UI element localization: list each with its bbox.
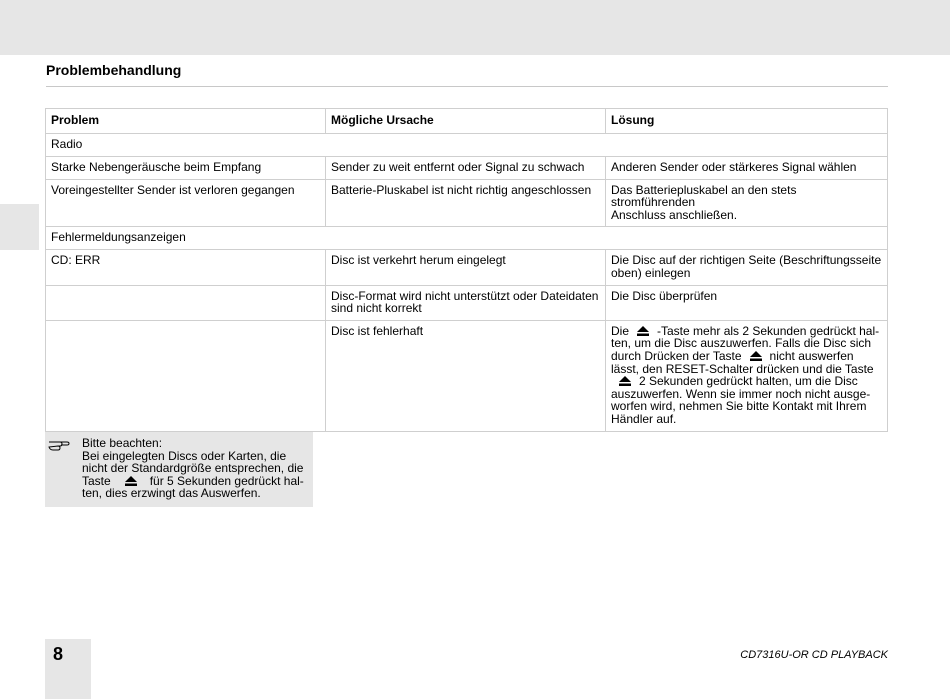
solution-line: oben) einlegen <box>611 265 691 280</box>
problem-cell: Starke Nebengeräusche beim Empfang <box>46 157 326 180</box>
solution-cell: Die Disc überprüfen <box>606 285 888 320</box>
solution-text: Die <box>611 323 630 338</box>
cause-line: sind nicht korrekt <box>331 301 422 316</box>
solution-cell <box>606 320 888 431</box>
note-line: ten, dies erzwingt das Auswerfen. <box>82 486 261 501</box>
cause-cell <box>326 285 606 320</box>
note-line: für 5 Sekunden gedrückt hal- <box>149 473 304 488</box>
header-cause: Mögliche Ursache <box>326 109 606 134</box>
solution-text: Händler auf. <box>611 411 677 426</box>
note-line: nicht der Standardgröße entsprechen, die <box>82 461 304 476</box>
cause-cell: Disc ist fehlerhaft <box>326 320 606 431</box>
table-row <box>46 285 888 320</box>
solution-text: worfen wird, nehmen Sie bitte Kontakt mit Ihrem <box>611 399 867 414</box>
header-problem: Problem <box>46 109 326 134</box>
header-solution: Lösung <box>606 109 888 134</box>
note-title: Bitte beachten: <box>82 436 163 450</box>
solution-text: lässt, den RESET-Schalter drücken und die Taste <box>611 361 874 376</box>
eject-icon <box>619 376 631 386</box>
solution-cell <box>606 179 888 227</box>
problem-cell: CD: ERR <box>46 250 326 285</box>
table-row <box>46 250 888 285</box>
page-title: Problembehandlung <box>46 62 182 78</box>
eject-icon <box>750 351 762 361</box>
solution-text: ten, um die Disc auszuwerfen. Falls die Disc sich <box>611 336 872 351</box>
solution-cell <box>606 250 888 285</box>
footer-model: CD7316U-OR CD PLAYBACK <box>740 649 888 661</box>
section-row-errors <box>46 227 888 250</box>
section-row-radio <box>46 134 888 157</box>
solution-line: Anschluss anschließen. <box>611 207 738 222</box>
note-box <box>45 432 313 507</box>
heading-rule <box>46 86 888 87</box>
solution-text: -Taste mehr als 2 Sekunden gedrückt hal- <box>657 323 880 338</box>
solution-text: nicht auswerfen <box>769 348 854 363</box>
solution-text: 2 Sekunden gedrückt halten, um die Disc <box>639 374 858 389</box>
solution-text: durch Drücken der Taste <box>611 348 742 363</box>
note-line: Bei eingelegten Discs oder Karten, die <box>82 448 287 463</box>
note-text <box>82 437 310 500</box>
section-label: Fehlermeldungsanzeigen <box>46 227 888 250</box>
page-number-box <box>45 639 91 699</box>
table-header-row <box>46 109 888 134</box>
solution-text: auszuwerfen. Wenn sie immer noch nicht ausge- <box>611 386 871 401</box>
problem-cell: Voreingestellter Sender ist verloren gegangen <box>46 179 326 227</box>
page-number: 8 <box>53 644 64 664</box>
table-row <box>46 179 888 227</box>
table-row <box>46 320 888 431</box>
solution-line: Das Batteriepluskabel an den stets stromführenden <box>611 182 797 210</box>
problem-cell <box>46 320 326 431</box>
cause-cell: Sender zu weit entfernt oder Signal zu schwach <box>326 157 606 180</box>
cause-cell: Disc ist verkehrt herum eingelegt <box>326 250 606 285</box>
troubleshooting-table <box>45 108 888 432</box>
cause-cell: Batterie-Pluskabel ist nicht richtig angeschlossen <box>326 179 606 227</box>
solution-cell: Anderen Sender oder stärkeres Signal wählen <box>606 157 888 180</box>
side-tab <box>0 204 39 250</box>
cause-line: Disc-Format wird nicht unterstützt oder Dateidaten <box>331 288 599 303</box>
problem-cell <box>46 285 326 320</box>
note-line: Taste <box>82 473 111 488</box>
pointing-hand-icon <box>48 437 70 451</box>
solution-line: Die Disc auf der richtigen Seite (Beschriftungsseite <box>611 253 882 268</box>
table-row <box>46 157 888 180</box>
top-band <box>0 0 950 55</box>
section-label: Radio <box>46 134 888 157</box>
eject-icon <box>637 326 649 336</box>
eject-icon <box>125 476 137 486</box>
